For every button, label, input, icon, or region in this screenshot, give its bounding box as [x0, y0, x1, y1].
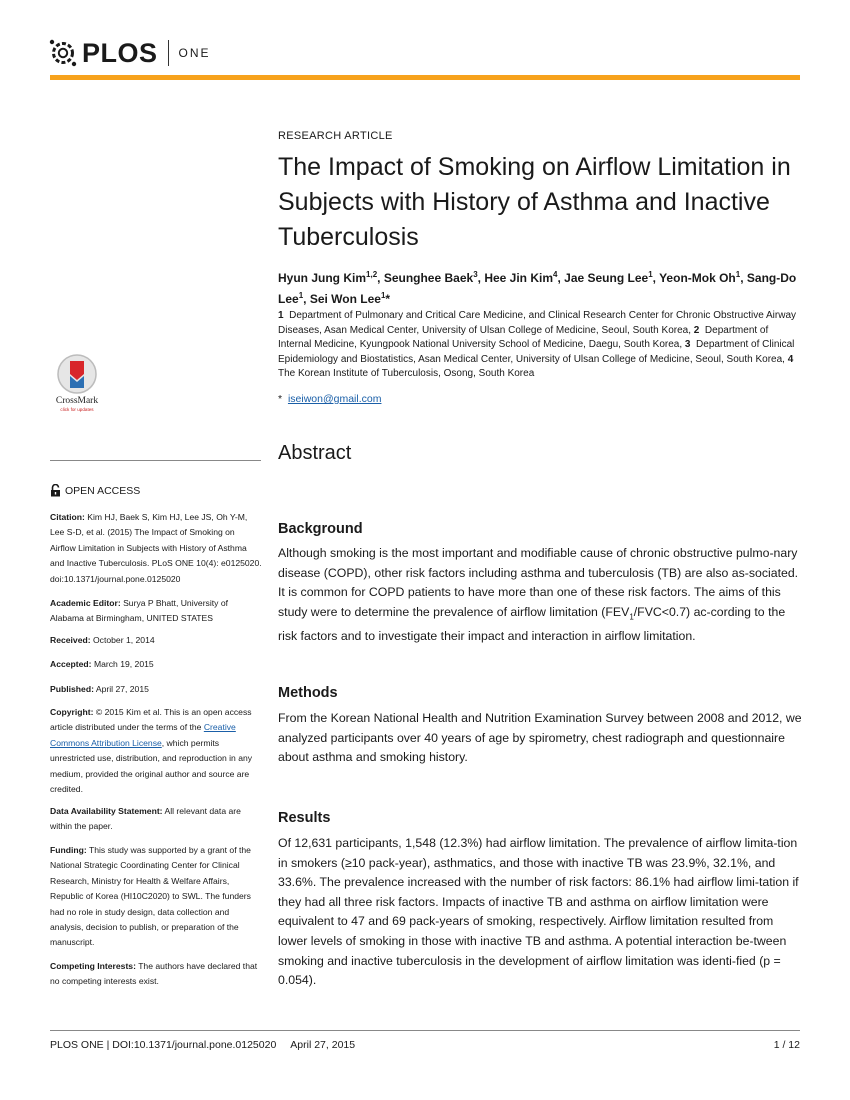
author-affiliation-marker: 1	[735, 270, 741, 279]
sidebar-divider	[50, 460, 261, 461]
corresponding-marker: *	[278, 393, 283, 405]
affiliation-text: Department of Clinical Epidemiology and Biostatistics, Asan Medical Center, University of Ulsan College of Medicine, Seoul, South Korea,	[278, 339, 795, 365]
received-date: Received: October 1, 2014	[50, 635, 155, 645]
author-name: Sang-Do Lee	[278, 271, 797, 306]
article-type: RESEARCH ARTICLE	[278, 130, 393, 142]
email-link[interactable]: iseiwon@gmail.com	[287, 393, 382, 405]
plos-wordmark: PLOS	[82, 37, 158, 68]
affiliation-text: Department of Pulmonary and Critical Care Medicine, and Clinical Research Center for Chronic Obstructive Airway Diseases, Asan Medical Center, University of Ulsan College of Medicine, Seoul, South Korea,	[278, 310, 796, 336]
competing-interests: Competing Interests: The authors have declared that no competing interests exist.	[50, 961, 258, 987]
affiliation-number: 3	[684, 339, 691, 350]
author-name: Seunghee Baek	[383, 271, 474, 285]
methods-heading: Methods	[278, 685, 338, 701]
results-heading: Results	[278, 810, 331, 826]
author-name: Jae Seung Lee	[564, 271, 649, 285]
affiliation-list	[278, 309, 803, 382]
footer-divider	[50, 1030, 800, 1031]
author-separator: ,	[652, 271, 660, 285]
open-access-label: OPEN ACCESS	[65, 484, 141, 497]
plos-logo-icon	[48, 38, 78, 68]
copyright-block: Copyright: © 2015 Kim et al. This is an open access article distributed under the terms of the Creative Commons Attribution License, which permits unrestricted use, distribution, and reproduction in any medium, provided the original author and source are credited.	[50, 707, 253, 795]
author-separator: ,	[477, 271, 485, 285]
footer-citation: PLOS ONE | DOI:10.1371/journal.pone.0125020 April 27, 2015	[50, 1039, 356, 1051]
page-number: 1 / 12	[773, 1039, 800, 1051]
author-separator: ,	[303, 292, 310, 306]
background-paragraph: Although smoking is the most important and modifiable cause of chronic obstructive pulmo-nary disease (COPD), other risk factors including asthma and tuberculosis (TB) are also as-sociated. It is common for COPD patients to have more than one of these risk factors. The aims of this study were to determine the prevalence of airflow limitation $(FEV_1/FVC<0.7)$ ac-cording to the risk factors and to investigate their impact and interaction in airflow limitation.	[278, 546, 799, 643]
corresponding-author	[278, 393, 381, 405]
article-title: The Impact of Smoking on Airflow Limitation in Subjects with History of Asthma and Inactive Tuberculosis	[278, 153, 791, 251]
author-name: Hyun Jung Kim	[278, 271, 367, 285]
author-affiliation-marker: 4	[553, 270, 558, 279]
crossmark-sublabel: click for updates	[60, 407, 94, 412]
academic-editor: Academic Editor: Surya P Bhatt, University of Alabama at Birmingham, UNITED STATES	[50, 598, 228, 624]
citation-block: Citation: Kim HJ, Baek S, Kim HJ, Lee JS, Oh Y-M, Lee S-D, et al. (2015) The Impact of Smoking on Airflow Limitation in Subjects with History of Asthma and Inactive Tuberculosis. PLoS ONE 10(4): e0125020. doi:10.1371/journal.pone.0125020	[50, 512, 262, 584]
crossmark-badge[interactable]	[50, 352, 105, 414]
affiliation-text: The Korean Institute of Tuberculosis, Osong, South Korea	[278, 368, 535, 379]
crossmark-label: CrossMark	[55, 396, 99, 406]
accepted-date: Accepted: March 19, 2015	[50, 659, 154, 669]
author-separator: ,	[377, 271, 384, 285]
results-paragraph: Of 12,631 participants, 1,548 (12.3%) had airflow limitation. The prevalence of airflow limita-tion in smokers (≥10 pack-year), asthmatics, and those with inactive TB was 23.9%, 32.1%, and 33.6%. The prevalence increased with the number of risk factors: 86.1% had airflow limi-tation if they had all three risk factors. Impacts of inactive TB and asthma on airflow limitation were equivalent to 47 and 69 pack-years of smoking, respectively. Airflow limitation resulted from lower levels of smoking in those with inactive TB and asthma. A potential interaction be-tween smoking and inactive tuberculosis in the development of airflow limitation was identi-fied (p = 0.054).	[278, 836, 799, 988]
funding-statement: Funding: This study was supported by a grant of the National Strategic Coordinating Center for Clinical Research, Ministry for Health & Welfare Affairs, Republic of Korea (HI10C2020) to SWL. The funders had no role in study design, data collection and analysis, decision to publish, or preparation of the manuscript.	[50, 845, 251, 948]
methods-paragraph: From the Korean National Health and Nutrition Examination Survey between 2008 and 2012, we analyzed participants over 40 years of age by spirometry, chest radiograph and questionnaire about asthma and smoking history.	[278, 711, 802, 765]
data-availability: Data Availability Statement: All relevant data are within the paper.	[50, 806, 241, 832]
author-affiliation-marker: 1	[648, 270, 653, 279]
author-name: Sei Won Lee	[309, 292, 381, 306]
author-separator: ,	[557, 271, 565, 285]
journal-name: ONE	[178, 46, 211, 60]
crossmark-icon	[50, 352, 105, 414]
abstract-heading: Abstract	[278, 442, 352, 464]
plos-logo[interactable]	[48, 36, 211, 70]
background-heading: Background	[278, 521, 363, 537]
author-affiliation-marker: 1	[380, 291, 386, 300]
author-list	[278, 266, 803, 308]
author-name: Hee Jin Kim	[484, 271, 554, 285]
author-affiliation-marker: 1	[298, 291, 304, 300]
header-accent-bar	[50, 75, 800, 80]
open-access-badge	[50, 484, 140, 497]
affiliation-text: Department of Internal Medicine, Kyungpook National University School of Medicine, Daegu, South Korea,	[278, 324, 769, 350]
author-name: Yeon-Mok Oh	[659, 271, 736, 285]
author-separator: *	[385, 292, 391, 306]
author-affiliation-marker: 1,2	[366, 270, 378, 279]
affiliation-number: 1	[278, 310, 284, 321]
logo-divider	[168, 40, 169, 66]
open-lock-icon	[50, 484, 61, 497]
published-date: Published: April 27, 2015	[50, 684, 149, 694]
license-link[interactable]: Creative Commons Attribution License	[50, 722, 236, 748]
affiliation-number: 2	[693, 324, 700, 336]
author-affiliation-marker: 3	[473, 270, 478, 279]
affiliation-number: 4	[787, 353, 794, 365]
author-separator: ,	[740, 271, 747, 285]
